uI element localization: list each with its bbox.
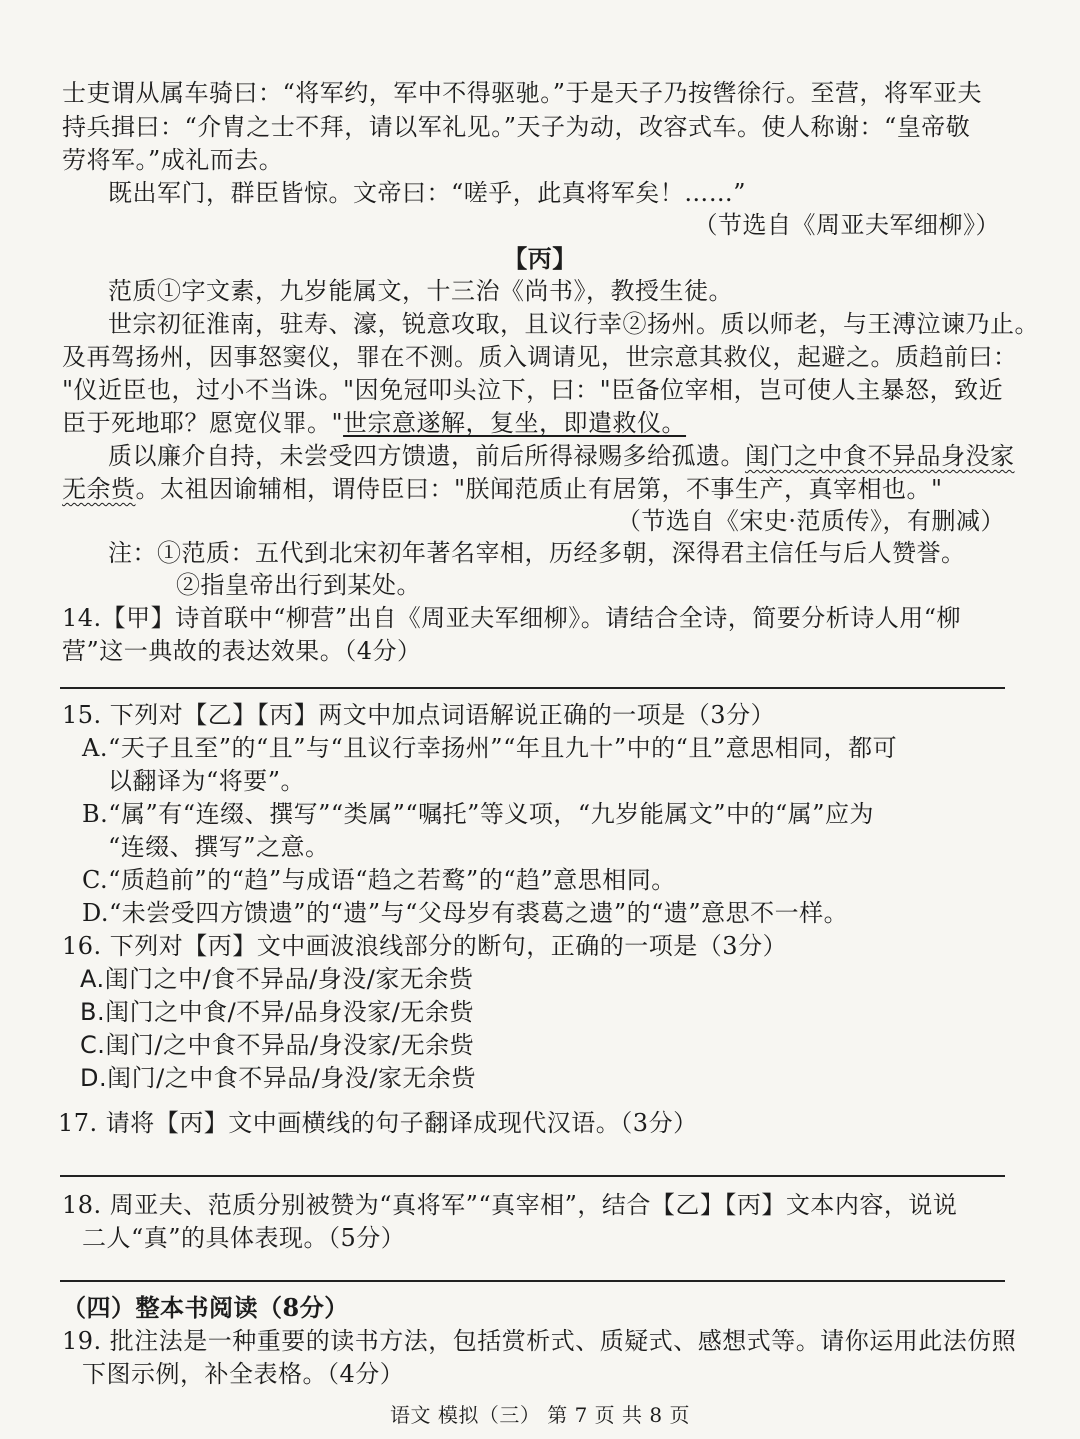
question-16: 16. 下列对【丙】文中画波浪线部分的断句，正确的一项是（3分） [62, 932, 788, 960]
option-a: A.“天子且至”的“且”与“且议行幸扬州”“年且九十”中的“且”意思相同，都可 [82, 734, 898, 762]
option-b: B.闺门之中食/不异/品身没家/无余赀 [80, 998, 474, 1026]
passage-text: 质以廉介自持，未尝受四方馈遗，前后所得禄赐多给孤遗。 [108, 442, 745, 470]
option-a: 以翻译为“将要”。 [108, 767, 306, 795]
passage-line: "仪近臣也，过小不当诛。"因免冠叩头泣下，曰："臣备位宰相，岂可使人主暴怒，致近 [62, 376, 1004, 404]
passage-line: 既出军门，群臣皆惊。文帝曰：“嗟乎，此真将军矣！……” [108, 179, 747, 207]
answer-line[interactable] [60, 1175, 1005, 1177]
passage-line: 劳将军。”成礼而去。 [62, 146, 284, 174]
footnote: ②指皇帝出行到某处。 [176, 571, 421, 599]
passage-line: 范质①字文素，九岁能属文，十三治《尚书》，教授生徒。 [108, 277, 733, 305]
passage-text: 。太祖因谕辅相，谓侍臣曰："朕闻范质止有居第，不事生产，真宰相也。" [135, 475, 943, 503]
section-heading-bing: 【丙】 [503, 244, 577, 273]
option-a: A.闺门之中/食不异品/身没/家无余赀 [80, 965, 474, 993]
question-19: 下图示例，补全表格。（4分） [82, 1360, 405, 1388]
answer-line[interactable] [60, 1280, 1005, 1282]
question-19: 19. 批注法是一种重要的读书方法，包括赏析式、质疑式、感想式等。请你运用此法仿照 [62, 1327, 1017, 1355]
passage-line: 持兵揖曰：“介胄之士不拜，请以军礼见。”天子为动，改容式车。使人称谢：“皇帝敬 [62, 113, 971, 141]
option-c: C.闺门/之中食不异品/身没家/无余赀 [80, 1031, 475, 1059]
passage-line [0, 408, 1080, 438]
wavy-underlined-text: 无余赀 [62, 475, 136, 503]
page-footer: 语文 模拟（三） 第 7 页 共 8 页 [390, 1403, 690, 1427]
passage-source: （节选自《宋史·范质传》，有删减） [616, 507, 1005, 535]
question-14: 14.【甲】诗首联中“柳营”出自《周亚夫军细柳》。请结合全诗，简要分析诗人用“柳 [62, 604, 961, 632]
passage-line: 士吏谓从属车骑曰：“将军约，军中不得驱驰。”于是天子乃按辔徐行。至营，将军亚夫 [62, 79, 983, 107]
passage-source: （节选自《周亚夫军细柳》） [693, 211, 1000, 239]
question-18: 二人“真”的具体表现。（5分） [82, 1224, 406, 1252]
section-heading-4: （四）整本书阅读（8分） [62, 1293, 349, 1322]
underlined-sentence: 世宗意遂解，复坐，即遣救仪。 [343, 409, 687, 437]
question-14: 营”这一典故的表达效果。（4分） [62, 637, 422, 665]
option-b: “连缀、撰写”之意。 [108, 833, 330, 861]
passage-text: 臣于死地耶？愿宽仪罪。" [62, 409, 344, 437]
option-c: C.“质趋前”的“趋”与成语“趋之若鹜”的“趋”意思相同。 [82, 866, 676, 894]
question-15: 15. 下列对【乙】【丙】两文中加点词语解说正确的一项是（3分） [62, 701, 776, 729]
passage-line [0, 441, 1080, 471]
question-17: 17. 请将【丙】文中画横线的句子翻译成现代汉语。（3分） [58, 1109, 698, 1137]
wavy-underlined-text: 闺门之中食不异品身没家 [745, 442, 1015, 470]
option-b: B.“属”有“连缀、撰写”“类属”“嘱托”等义项，“九岁能属文”中的“属”应为 [82, 800, 874, 828]
passage-line: 世宗初征淮南，驻寿、濠，锐意攻取，且议行幸②扬州。质以师老，与王溥泣谏乃止。 [108, 310, 1039, 338]
answer-line[interactable] [60, 687, 1005, 689]
footnote: 注：①范质：五代到北宋初年著名宰相，历经多朝，深得君主信任与后人赞誉。 [108, 539, 966, 567]
option-d: D.“未尝受四方馈遗”的“遗”与“父母岁有裘葛之遗”的“遗”意思不一样。 [82, 899, 849, 927]
passage-line [0, 474, 1080, 504]
passage-line: 及再驾扬州，因事怒窦仪，罪在不测。质入调请见，世宗意其救仪，起避之。质趋前曰： [62, 343, 1018, 371]
question-18: 18. 周亚夫、范质分别被赞为“真将军”“真宰相”，结合【乙】【丙】文本内容，说说 [62, 1191, 958, 1219]
option-d: D.闺门/之中食不异品/身没/家无余赀 [80, 1064, 476, 1092]
